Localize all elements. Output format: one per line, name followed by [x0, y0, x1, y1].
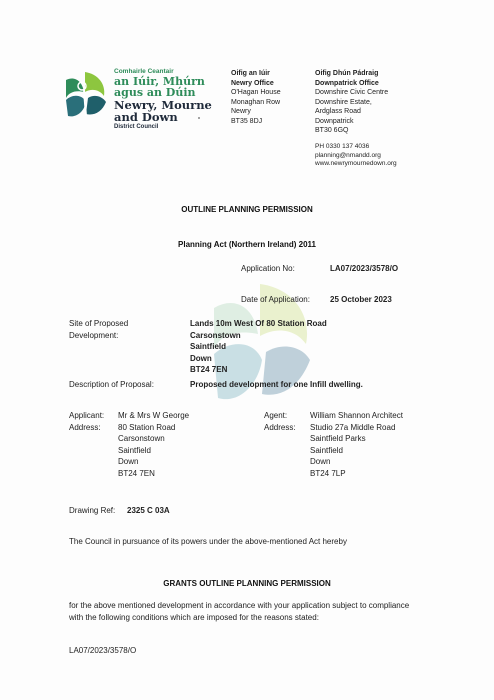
- council-english-line-1: Newry, Mourne: [114, 98, 212, 112]
- applicant-name: Mr & Mrs W George: [118, 411, 190, 420]
- document-title: OUTLINE PLANNING PERMISSION: [181, 205, 313, 214]
- drawing-ref-value: 2325 C 03A: [127, 506, 170, 515]
- application-no-label: Application No:: [241, 264, 295, 273]
- site-address-line: Carsonstown: [190, 330, 241, 340]
- applicant-details: [118, 410, 189, 479]
- description-value: Proposed development for one Infill dwelling.: [190, 380, 363, 389]
- downpatrick-office-line: BT30 6GQ: [315, 127, 349, 134]
- council-name-block: [114, 68, 224, 131]
- date-value: 25 October 2023: [330, 295, 392, 304]
- agent-label: Agent:: [264, 411, 288, 420]
- contact-email: planning@nmandd.org: [315, 151, 381, 159]
- downpatrick-office-name: Downpatrick Office: [315, 79, 379, 87]
- agent-address-label: Address:: [264, 422, 296, 432]
- agent-name: William Shannon Architect: [310, 411, 403, 420]
- council-irish-line-1: an Iúir, Mhúrn: [114, 75, 205, 88]
- applicant-address-label: Address:: [69, 422, 101, 432]
- applicant-address-line: 80 Station Road: [118, 422, 176, 432]
- conditions-line-1: for the above mentioned development in accordance with your application subject to compliance: [69, 601, 410, 610]
- applicant-label: Applicant:: [69, 411, 105, 420]
- applicant-address-line: Carsonstown: [118, 434, 165, 443]
- agent-address-line: Studio 27a Middle Road: [310, 422, 396, 432]
- date-label: Date of Application:: [241, 295, 310, 304]
- applicant-labels: [69, 410, 104, 433]
- newry-office-line: Monaghan Row: [231, 98, 281, 106]
- agent-address-line: Saintfield: [310, 445, 343, 455]
- agent-address-line: BT24 7LP: [310, 468, 346, 478]
- grants-heading: GRANTS OUTLINE PLANNING PERMISSION: [163, 579, 331, 588]
- council-irish-line-2: agus an Dúin: [114, 86, 196, 99]
- drawing-ref-label: Drawing Ref:: [69, 506, 116, 515]
- newry-office-line: BT35 8DJ: [231, 117, 263, 125]
- council-english-line-2: and Down: [114, 110, 178, 124]
- newry-office-line: Newry: [231, 108, 251, 115]
- site-label-line-1: Site of Proposed: [69, 319, 129, 328]
- downpatrick-office-line: Downshire Estate,: [315, 98, 372, 106]
- agent-address-line: Down: [310, 457, 331, 466]
- site-label-line-2: Development:: [69, 330, 119, 340]
- newry-office-address: [231, 69, 311, 126]
- site-address-line: Down: [190, 353, 212, 363]
- scan-dot: [198, 117, 200, 119]
- applicant-address-line: Down: [118, 457, 139, 466]
- agent-details: [310, 410, 403, 479]
- newry-office-irish-name: Oifig an Iúir: [231, 70, 270, 77]
- contact-phone: PH 0330 137 4036: [315, 143, 370, 150]
- contact-details: [315, 143, 397, 169]
- council-logo-icon: [60, 68, 110, 120]
- planning-act: Planning Act (Northern Ireland) 2011: [178, 240, 316, 249]
- downpatrick-office-line: Ardglass Road: [315, 108, 361, 115]
- site-label: [69, 318, 128, 341]
- council-statement: The Council in pursuance of its powers under the above-mentioned Act hereby: [69, 537, 347, 546]
- conditions-line-2: with the following conditions which are imposed for the reasons stated:: [69, 612, 319, 622]
- downpatrick-office-irish-name: Oifig Dhún Pádraig: [315, 70, 379, 77]
- council-district-label: District Council: [114, 124, 159, 130]
- agent-labels: [264, 410, 296, 433]
- council-irish-small: Comhairle Ceantair: [114, 68, 174, 75]
- site-address-line: BT24 7EN: [190, 365, 228, 374]
- site-address-line: Saintfield: [190, 342, 227, 351]
- downpatrick-office-address: [315, 69, 425, 136]
- site-address-line: Lands 10m West Of 80 Station Road: [190, 319, 327, 328]
- downpatrick-office-line: Downpatrick: [315, 117, 354, 125]
- newry-office-name: Newry Office: [231, 79, 274, 87]
- footer-reference: LA07/2023/3578/O: [69, 646, 137, 655]
- applicant-address-line: BT24 7EN: [118, 468, 155, 478]
- contact-website: www.newrymournedown.org: [315, 160, 397, 167]
- site-address: [190, 318, 327, 376]
- agent-address-line: Saintfield Parks: [310, 434, 366, 443]
- downpatrick-office-line: Downshire Civic Centre: [315, 89, 389, 96]
- application-no-value: LA07/2023/3578/O: [330, 264, 399, 273]
- newry-office-line: O'Hagan House: [231, 89, 281, 96]
- description-label: Description of Proposal:: [69, 380, 154, 389]
- applicant-address-line: Saintfield: [118, 445, 151, 455]
- conditions-text: [69, 600, 449, 623]
